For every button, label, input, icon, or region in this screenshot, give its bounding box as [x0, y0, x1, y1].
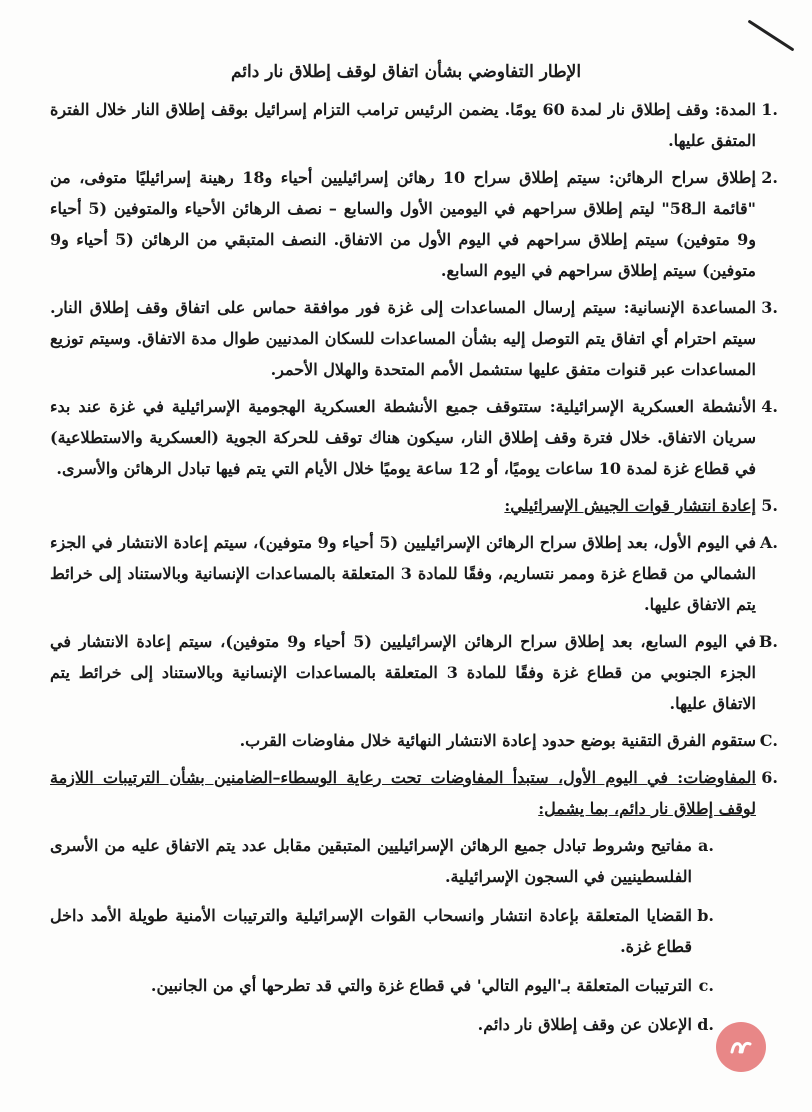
document-body — [50, 94, 778, 1048]
clause-1 — [50, 94, 778, 156]
subclause-number: .B — [758, 632, 778, 651]
subclause-text: مفاتيح وشروط تبادل جميع الرهائن الإسرائيليين المتبقين مقابل عدد يتم الاتفاق عليه من الأسرى الفلسطينيين في السجون الإسرائيلية. — [50, 836, 692, 886]
clause-number: .6 — [761, 768, 778, 787]
clause-number: .2 — [761, 168, 778, 187]
document-title: الإطار التفاوضي بشأن اتفاق لوقف إطلاق نار دائم — [230, 62, 582, 82]
subclause-text: في اليوم السابع، بعد إطلاق سراح الرهائن الإسرائيليين (5 أحياء و9 متوفين)، سيتم إعادة الانتشار في الجزء الجنوبي من قطاع غزة وفقًا للمادة 3 المتعلقة بالمساعدات الإنسانية وبالاستناد إلى خرائط يتم الاتفاق عليها. — [50, 632, 757, 713]
subclause-text: في اليوم الأول، بعد إطلاق سراح الرهائن الإسرائيليين (5 أحياء و9 متوفين)، سيتم إعادة الانتشار في الجزء الشمالي من قطاع غزة وممر نتساريم، وفقًا للمادة 3 المتعلقة بالمساعدات الإنسانية وبالاستناد إلى خرائط يتم الاتفاق عليها. — [50, 533, 757, 614]
clause-3 — [50, 292, 778, 385]
clause-6 — [50, 762, 778, 824]
subclause-number: .A — [760, 533, 778, 552]
clause-text: سيتم إطلاق سراح 10 رهائن إسرائيليين أحياء و18 رهينة إسرائيليًا متوفى، من "قائمة الـ58" ليتم إطلاق سراحهم في اليومين الأول والسابع – نصف الرهائن الأحياء والمتوفين (5 أحياء و9 متوفين) سيتم إطلاق سراحهم في اليوم الأول من الاتفاق. النصف المتبقي من الرهائن (5 أحياء و9 متوفين) سيتم إطلاق سراحهم في اليوم السابع. — [50, 168, 757, 280]
clause-heading: إطلاق سراح الرهائن: — [608, 168, 756, 187]
clause-heading: إعادة انتشار قوات الجيش الإسرائيلي: — [504, 496, 756, 515]
clause-4 — [50, 391, 778, 484]
clause-heading: المدة: — [714, 100, 756, 119]
clause-text: وقف إطلاق نار لمدة 60 يومًا. يضمن الرئيس ترامب التزام إسرائيل بوقف إطلاق النار خلال الفترة المتفق عليها. — [50, 100, 756, 150]
clause-5-b — [50, 626, 778, 719]
clause-heading: الأنشطة العسكرية الإسرائيلية: — [549, 397, 757, 416]
subclause-number: .a — [698, 836, 714, 855]
clause-6-b — [50, 900, 714, 962]
clause-6-d — [50, 1009, 714, 1040]
clause-number: .3 — [761, 298, 778, 317]
pen-stroke-mark — [748, 20, 795, 52]
logo-watermark-icon — [716, 1022, 766, 1072]
clause-heading: المفاوضات: في اليوم الأول، ستبدأ المفاوضات تحت رعاية الوسطاء–الضامنين بشأن الترتيبات اللازمة لوقف إطلاق نار دائم، بما يشمل: — [50, 768, 756, 818]
clause-6-a — [50, 830, 714, 892]
clause-5-a — [50, 527, 778, 620]
subclause-number: .C — [759, 731, 778, 750]
subclause-text: الإعلان عن وقف إطلاق نار دائم. — [477, 1015, 692, 1034]
clause-text: سيتم إرسال المساعدات إلى غزة فور موافقة حماس على اتفاق وقف إطلاق النار. سيتم احترام أي اتفاق يتم التوصل إليه بشأن المساعدات للسكان المدنيين طوال مدة الاتفاق. وسيتم توزيع المساعدات عبر قنوات متفق عليها ستشمل الأمم المتحدة والهلال الأحمر. — [50, 298, 756, 379]
clause-text: ستتوقف جميع الأنشطة العسكرية الهجومية الإسرائيلية في غزة عند بدء سريان الاتفاق. خلال فترة وقف إطلاق النار، سيكون هناك توقف للحركة الجوية (العسكرية والاستطلاعية) في قطاع غزة لمدة 10 ساعات يوميًا، أو 12 ساعة يوميًا خلال الأيام التي يتم فيها تبادل الرهائن والأسرى. — [50, 397, 756, 478]
clause-2 — [50, 162, 778, 286]
clause-number: .5 — [761, 496, 778, 515]
clause-number: .4 — [761, 397, 778, 416]
subclause-text: القضايا المتعلقة بإعادة انتشار وانسحاب القوات الإسرائيلية والترتيبات الأمنية طويلة الأمد داخل قطاع غزة. — [50, 906, 692, 956]
logo-glyph-icon — [726, 1032, 756, 1062]
subclause-text: ستقوم الفرق التقنية بوضع حدود إعادة الانتشار النهائية خلال مفاوضات القرب. — [239, 731, 756, 750]
subclause-number: .d — [697, 1015, 714, 1034]
clause-5-c — [50, 725, 778, 756]
clause-heading: المساعدة الإنسانية: — [623, 298, 756, 317]
clause-5 — [50, 490, 778, 521]
subclause-number: .c — [698, 976, 714, 995]
subclause-text: الترتيبات المتعلقة بـ'اليوم التالي' في قطاع غزة والتي قد تطرحها أي من الجانبين. — [150, 976, 692, 995]
clause-number: .1 — [761, 100, 778, 119]
clause-6-c — [50, 970, 714, 1001]
subclause-number: .b — [697, 906, 714, 925]
